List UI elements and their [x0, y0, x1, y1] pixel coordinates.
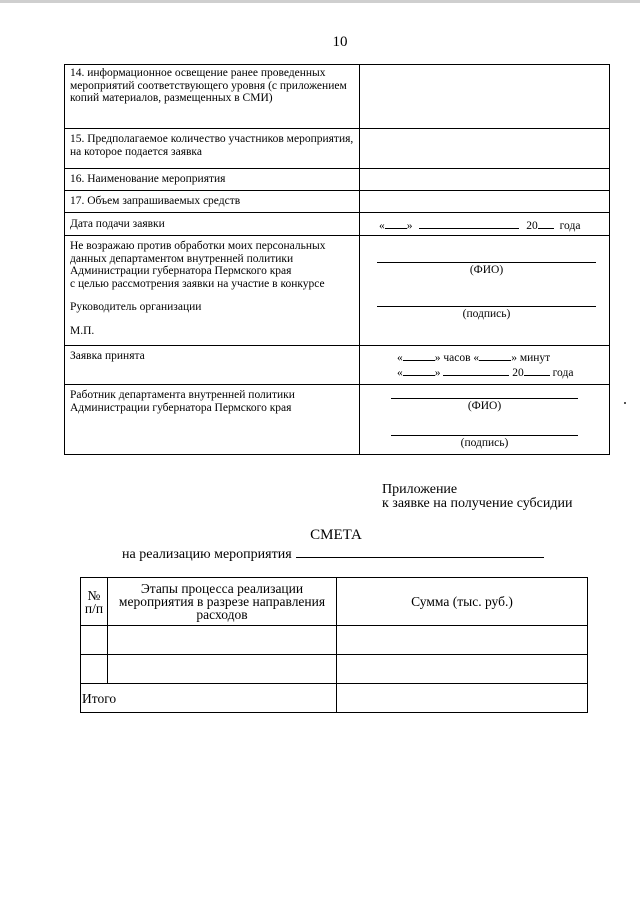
form-row-16-label: 16. Наименование мероприятия: [65, 169, 360, 191]
fio-caption[interactable]: (ФИО): [377, 262, 596, 277]
cell-sum[interactable]: [337, 655, 588, 684]
form-row-14-label: 14. информационное освещение ранее проведенных мероприятий соответствующего уровня (с приложением копий материалов, размещенных в СМИ): [65, 65, 360, 129]
form-row-16-value[interactable]: [360, 169, 610, 191]
month-blank[interactable]: [419, 218, 519, 229]
consent-text: Не возражаю против обработки моих персональных данных департаментом внутренней политики Администрации губернатора Пермского края: [70, 240, 326, 277]
form-row-14-value[interactable]: [360, 65, 610, 129]
manager-label: Руководитель организации: [70, 301, 202, 313]
year-blank[interactable]: [538, 218, 554, 229]
header-stage: Этапы процесса реализации мероприятия в разрезе направления расходов: [108, 578, 337, 626]
submission-date-field[interactable]: « » 20 года: [360, 213, 610, 236]
table-row: [65, 236, 610, 346]
table-row: [81, 684, 588, 713]
table-row: [81, 578, 588, 626]
smeta-title: СМЕТА: [310, 527, 362, 543]
page-number: 10: [332, 34, 348, 50]
employee-signature-cell: [360, 385, 610, 455]
form-row-15-value[interactable]: [360, 129, 610, 169]
employee-signature-caption[interactable]: (подпись): [391, 435, 578, 450]
event-name-blank[interactable]: [296, 545, 544, 558]
header-num: № п/п: [81, 578, 108, 626]
appendix-subtitle: к заявке на получение субсидии: [382, 496, 573, 511]
scan-edge-line: [0, 0, 640, 3]
minutes-blank[interactable]: [479, 350, 511, 361]
smeta-subtitle-line: [122, 545, 544, 563]
employee-fio-caption[interactable]: (ФИО): [391, 398, 578, 413]
smeta-table: [80, 577, 588, 713]
accepted-label: Заявка принята: [65, 346, 360, 385]
cell-stage[interactable]: [108, 655, 337, 684]
application-form-table: [64, 64, 610, 455]
table-row: [65, 385, 610, 455]
total-label: Итого: [81, 684, 337, 713]
form-row-17-value[interactable]: [360, 191, 610, 213]
cell-stage[interactable]: [108, 626, 337, 655]
table-row: [65, 213, 610, 236]
stamp-label: М.П.: [70, 324, 95, 337]
form-row-17-label: 17. Объем запрашиваемых средств: [65, 191, 360, 213]
consent-purpose: с целью рассмотрения заявки на участие в конкурсе: [70, 277, 325, 290]
table-row: [65, 346, 610, 385]
table-row: [65, 191, 610, 213]
table-row: [65, 65, 610, 129]
accepted-month-blank[interactable]: [443, 365, 509, 376]
day-blank[interactable]: [385, 218, 407, 229]
appendix-title: Приложение: [382, 482, 458, 497]
date-row-label: Дата подачи заявки: [65, 213, 360, 236]
cell-sum[interactable]: [337, 626, 588, 655]
consent-signature-cell: [360, 236, 610, 346]
cell-num[interactable]: [81, 626, 108, 655]
table-row: [81, 626, 588, 655]
cell-num[interactable]: [81, 655, 108, 684]
header-sum: Сумма (тыс. руб.): [337, 578, 588, 626]
accepted-year-blank[interactable]: [524, 365, 550, 376]
scan-speck: [624, 402, 626, 404]
appendix-heading: [382, 483, 573, 511]
table-row: [65, 169, 610, 191]
smeta-subtitle: на реализацию мероприятия: [122, 547, 292, 562]
accepted-day-blank[interactable]: [403, 365, 435, 376]
total-sum[interactable]: [337, 684, 588, 713]
signature-caption[interactable]: (подпись): [377, 306, 596, 321]
hours-blank[interactable]: [403, 350, 435, 361]
employee-label: Работник департамента внутренней политики Администрации губернатора Пермского края: [65, 385, 360, 455]
accepted-time-field: « » часов « » минут « » 20 года: [360, 346, 610, 385]
consent-cell: [65, 236, 360, 346]
table-row: [81, 655, 588, 684]
table-row: [65, 129, 610, 169]
form-row-15-label: 15. Предполагаемое количество участников мероприятия, на которое подается заявка: [65, 129, 360, 169]
